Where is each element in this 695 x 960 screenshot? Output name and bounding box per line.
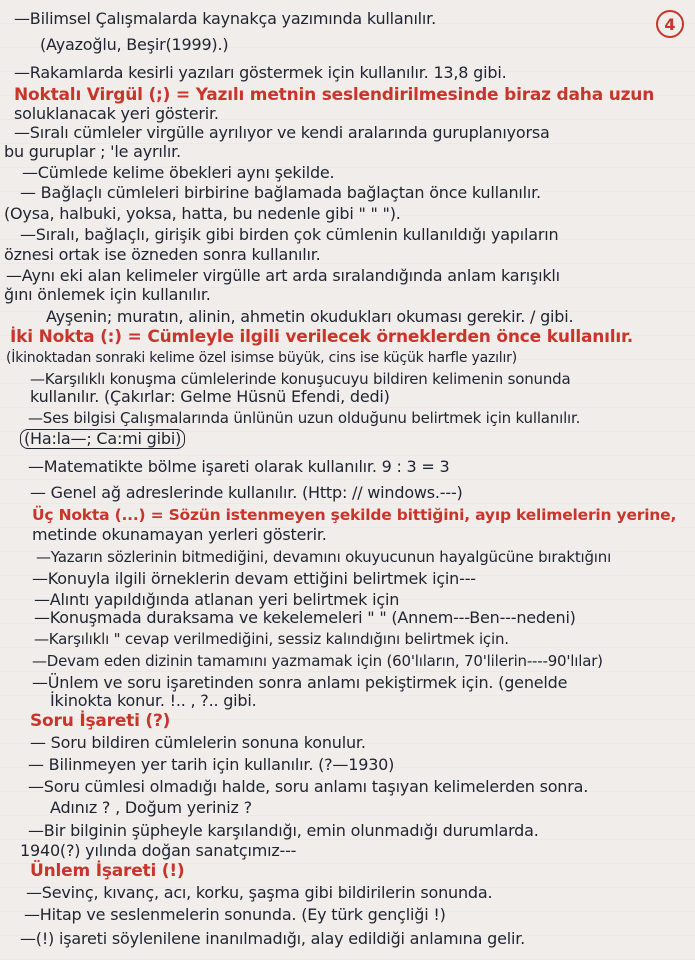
line-14: ğını önlemek için kullanılır.: [4, 285, 211, 304]
line-42: —Sevinç, kıvanç, acı, korku, şaşma gibi bildirilerin sonunda.: [26, 883, 493, 902]
line-36: — Bilinmeyen yer tarih için kullanılır. (?—1930): [28, 755, 395, 774]
heading-noktali-virgul: Noktalı Virgül (;) = Yazılı metnin seslendirilmesinde biraz daha uzun: [14, 85, 655, 105]
page-number-badge: 4: [656, 10, 684, 38]
line-38: Adınız ? , Doğum yeriniz ?: [50, 798, 252, 817]
line-18: —Karşılıklı konuşma cümlelerinde konuşucuyu bildiren kelimenin sonunda: [30, 370, 571, 388]
line-05: soluklanacak yeri gösterir.: [14, 104, 219, 123]
line-40: 1940(?) yılında doğan sanatçımız---: [20, 841, 297, 860]
line-27: —Konuyla ilgili örneklerin devam ettiğini belirtmek için---: [32, 569, 476, 588]
line-12: öznesi ortak ise özneden sonra kullanılır.: [4, 245, 321, 264]
line-33: İkinokta konur. !.. , ?.. gibi.: [50, 691, 257, 710]
line-19: kullanılır. (Çakırlar: Gelme Hüsnü Efendi, dedi): [30, 387, 390, 406]
line-03: —Rakamlarda kesirli yazıları göstermek için kullanılır. 13,8 gibi.: [14, 63, 507, 82]
line-02: (Ayazoğlu, Beşir(1999).): [40, 35, 229, 54]
heading-uc-nokta: Üç Nokta (...) = Sözün istenmeyen şekilde bittiğini, ayıp kelimelerin yerine,: [32, 506, 677, 524]
line-31: —Devam eden dizinin tamamını yazmamak için (60'lıların, 70'lilerin----90'lılar): [32, 652, 603, 670]
line-08: —Cümlede kelime öbekleri aynı şekilde.: [22, 163, 335, 182]
line-28: —Alıntı yapıldığında atlanan yeri belirtmek için: [34, 590, 400, 609]
line-43: —Hitap ve seslenmelerin sonunda. (Ey türk gençliği !): [24, 905, 446, 924]
line-15: Ayşenin; muratın, alinin, ahmetin okudukları okuması gerekir. / gibi.: [46, 307, 574, 326]
line-09: — Bağlaçlı cümleleri birbirine bağlamada bağlaçtan önce kullanılır.: [20, 183, 541, 202]
line-26: —Yazarın sözlerinin bitmediğini, devamını okuyucunun hayalgücüne bıraktığını: [36, 548, 612, 566]
heading-soru-isareti: Soru İşareti (?): [30, 711, 171, 731]
line-20: —Ses bilgisi Çalışmalarında ünlünün uzun olduğunu belirtmek için kullanılır.: [28, 409, 581, 427]
line-22: —Matematikte bölme işareti olarak kullanılır. 9 : 3 = 3: [28, 457, 450, 476]
line-39: —Bir bilginin şüpheyle karşılandığı, emin olunmadığı durumlarda.: [28, 821, 539, 840]
line-44: —(!) işareti söylenilene inanılmadığı, alay edildiği anlamına gelir.: [20, 929, 525, 948]
line-13: —Aynı eki alan kelimeler virgülle art arda sıralandığında anlam karışıklı: [6, 266, 560, 285]
line-01: —Bilimsel Çalışmalarda kaynakça yazımında kullanılır.: [14, 9, 436, 28]
line-32: —Ünlem ve soru işaretinden sonra anlamı pekiştirmek için. (genelde: [32, 673, 568, 692]
line-06: —Sıralı cümleler virgülle ayrılıyor ve kendi aralarında guruplanıyorsa: [14, 123, 550, 142]
line-25: metinde okunamayan yerleri gösterir.: [32, 525, 327, 544]
heading-unlem-isareti: Ünlem İşareti (!): [30, 861, 185, 881]
line-37: —Soru cümlesi olmadığı halde, soru anlamı taşıyan kelimelerden sonra.: [28, 777, 589, 796]
line-17: (İkinoktadan sonraki kelime özel isimse büyük, cins ise küçük harfle yazılır): [6, 350, 517, 366]
line-21: (Ha:la—; Ca:mi gibi): [20, 429, 185, 449]
line-29: —Konuşmada duraksama ve kekelemeleri " " (Annem---Ben---nedeni): [34, 608, 576, 627]
line-30: —Karşılıklı " cevap verilmediğini, sessiz kalındığını belirtmek için.: [34, 630, 509, 648]
heading-iki-nokta: İki Nokta (:) = Cümleyle ilgili verilecek örneklerden önce kullanılır.: [10, 327, 634, 347]
line-35: — Soru bildiren cümlelerin sonuna konulur.: [30, 733, 366, 752]
line-07: bu guruplar ; 'le ayrılır.: [4, 142, 181, 161]
line-10: (Oysa, halbuki, yoksa, hatta, bu nedenle gibi " " ").: [4, 204, 401, 223]
line-23: — Genel ağ adreslerinde kullanılır. (Http: // windows.---): [30, 483, 463, 502]
line-11: —Sıralı, bağlaçlı, girişik gibi birden çok cümlenin kullanıldığı yapıların: [20, 225, 559, 244]
